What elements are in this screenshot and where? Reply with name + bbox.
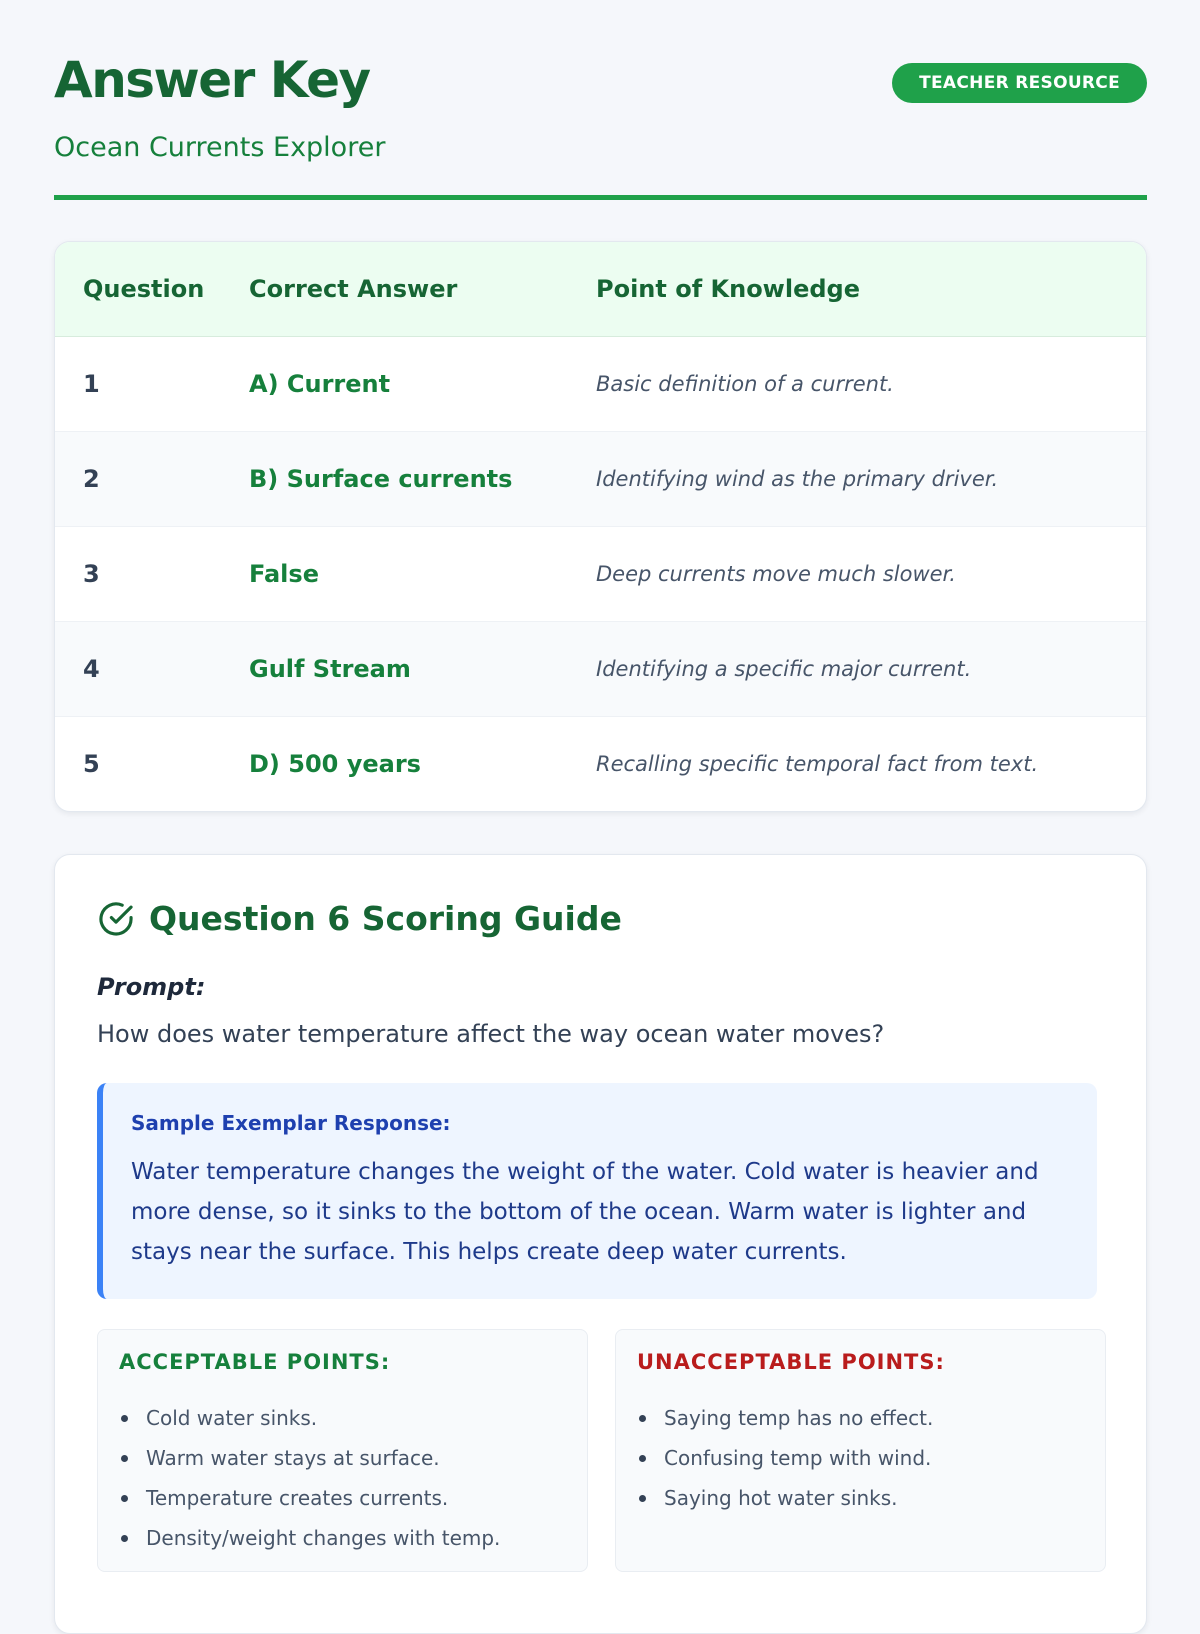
table-row [55,337,1146,432]
table-row [55,717,1146,812]
unacceptable-points-list [637,1398,933,1518]
table-header-row [55,242,1146,337]
unacceptable-points-box [615,1329,1106,1572]
point-of-knowledge: Identifying a specific major current. [596,657,972,681]
acceptable-points-list [119,1398,500,1558]
page-subtitle: Ocean Currents Explorer [54,132,386,163]
correct-answer: Gulf Stream [249,655,411,683]
acceptable-points-title: ACCEPTABLE POINTS: [119,1350,391,1374]
column-header-question: Question [83,275,205,303]
question-number: 4 [83,655,100,683]
table-row [55,527,1146,622]
column-header-correct-answer: Correct Answer [249,275,458,303]
page-title: Answer Key [54,51,370,109]
table-row [55,622,1146,717]
scoring-guide-card [54,854,1147,1634]
list-item: Density/weight changes with temp. [119,1518,500,1558]
correct-answer: B) Surface currents [249,465,513,493]
column-header-point-of-knowledge: Point of Knowledge [596,275,860,303]
question-number: 2 [83,465,100,493]
question-number: 3 [83,560,100,588]
question-number: 5 [83,750,100,778]
exemplar-response-box [97,1083,1097,1299]
answer-table [54,241,1147,812]
page-header [54,0,1147,200]
acceptable-points-box [97,1329,588,1572]
point-of-knowledge: Basic definition of a current. [596,372,894,396]
list-item: Cold water sinks. [119,1398,500,1438]
answer-key-page [54,0,1147,1550]
check-circle-icon [97,900,135,938]
point-of-knowledge: Identifying wind as the primary driver. [596,467,999,491]
question-number: 1 [83,370,100,398]
point-of-knowledge: Deep currents move much slower. [596,562,956,586]
correct-answer: D) 500 years [249,750,421,778]
prompt-text: How does water temperature affect the way ocean water moves? [97,1020,885,1048]
teacher-resource-badge: TEACHER RESOURCE [892,63,1147,103]
exemplar-label: Sample Exemplar Response: [131,1111,451,1135]
correct-answer: False [249,560,319,588]
exemplar-text: Water temperature changes the weight of the water. Cold water is heavier and more dense, so it sinks to the bottom of the ocean. Warm water is lighter and stays near the surface. This helps create deep water currents. [131,1159,1039,1265]
unacceptable-points-title: UNACCEPTABLE POINTS: [637,1350,945,1374]
list-item: Temperature creates currents. [119,1478,500,1518]
list-item: Saying hot water sinks. [637,1478,933,1518]
point-of-knowledge: Recalling specific temporal fact from text. [596,752,1039,776]
scoring-guide-title: Question 6 Scoring Guide [149,899,622,938]
correct-answer: A) Current [249,370,391,398]
list-item: Warm water stays at surface. [119,1438,500,1478]
table-row [55,432,1146,527]
prompt-label: Prompt: [97,973,206,1001]
list-item: Confusing temp with wind. [637,1438,933,1478]
list-item: Saying temp has no effect. [637,1398,933,1438]
